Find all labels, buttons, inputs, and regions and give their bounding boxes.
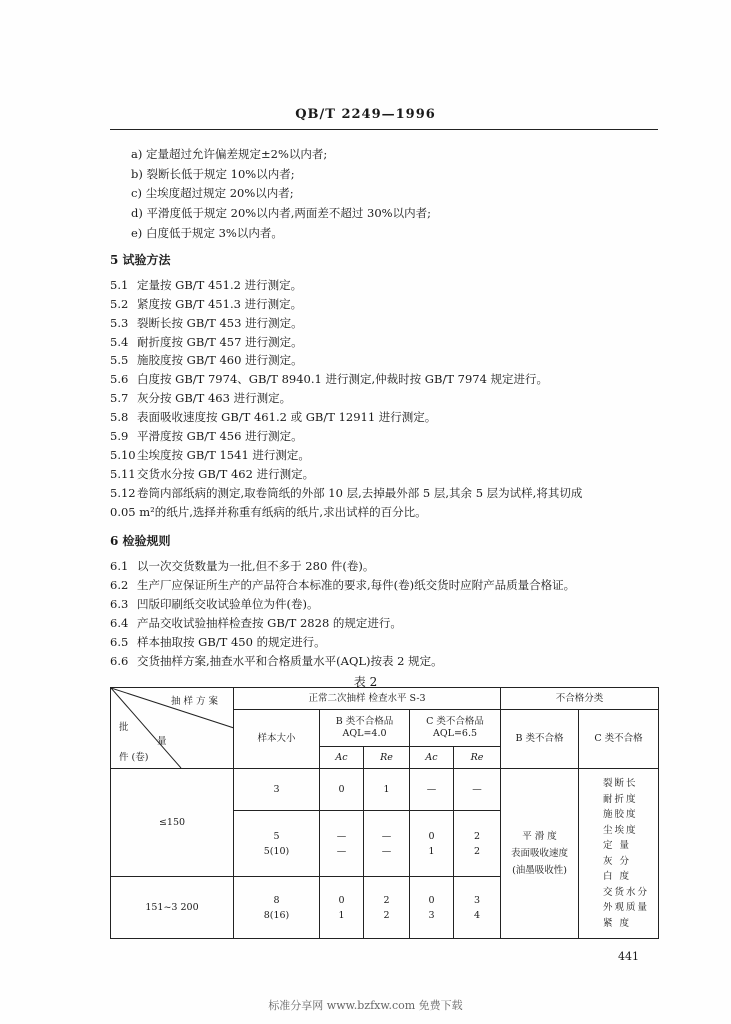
corner-unit-label: 件 (卷): [119, 752, 149, 763]
sample-size-value: 5: [273, 830, 280, 842]
c-class-label: C 类不合格品: [426, 716, 484, 727]
b-re-value: —: [381, 830, 392, 842]
clause-number: 5.11: [110, 467, 136, 481]
c-item: 施胶度: [603, 809, 638, 820]
c-re-cell: [454, 877, 501, 939]
b-fail-header: B 类不合格: [501, 710, 579, 769]
table-caption: 表 2: [353, 675, 378, 689]
clause-5-10: [110, 447, 310, 463]
clause-number: 5.8: [110, 410, 129, 424]
c-item: 紧 度: [603, 917, 632, 929]
b-ac-value: —: [336, 830, 347, 842]
criterion-c: c) 尘埃度超过规定 20%以内者;: [131, 186, 294, 200]
sampling-scheme-header: 正常二次抽样 检查水平 S-3: [234, 688, 501, 710]
sampling-table: [110, 687, 659, 939]
b-ac-value: 0: [338, 894, 345, 906]
c-fail-items: [579, 769, 659, 939]
criterion-a: a) 定量超过允许偏差规定±2%以内者;: [131, 147, 328, 161]
clause-text: 生产厂应保证所生产的产品符合本标准的要求,每件(卷)纸交货时应附产品质量合格证。: [137, 578, 576, 592]
clause-text: 尘埃度按 GB/T 1541 进行测定。: [137, 448, 310, 462]
clause-number: 6.4: [110, 616, 129, 630]
clause-number: 5.1: [110, 278, 129, 292]
clause-6-5: [110, 634, 326, 650]
clause-number: 5.2: [110, 297, 129, 311]
clause-number: 5.6: [110, 372, 129, 386]
b-item: 平 滑 度: [522, 831, 557, 842]
clause-5-7: [110, 390, 291, 406]
classification-header: 不合格分类: [501, 688, 659, 710]
clause-number: 5.5: [110, 353, 129, 367]
clause-6-1: [110, 558, 374, 574]
criterion-b: b) 裂断长低于规定 10%以内者;: [131, 167, 295, 181]
b-re-value: 2: [383, 894, 390, 906]
c-ac-value: 0: [428, 830, 435, 842]
c-ac-header: Ac: [410, 747, 454, 769]
c-item: 裂断长: [603, 778, 638, 789]
clause-6-4: [110, 615, 402, 631]
criterion-d: d) 平滑度低于规定 20%以内者,两面差不超过 30%以内者;: [131, 206, 431, 220]
standard-header: QB/T 2249—1996: [295, 107, 436, 122]
b-ac-header: Ac: [320, 747, 364, 769]
clause-text: 平滑度按 GB/T 456 进行测定。: [137, 429, 303, 443]
c-fail-header: C 类不合格: [579, 710, 659, 769]
b-ac-value: 1: [338, 909, 345, 921]
c-item: 耐折度: [603, 793, 638, 805]
clause-5-12-continued: 0.05 m²的纸片,选择并称重有纸病的纸片,求出试样的百分比。: [110, 505, 427, 519]
b-re-value: —: [381, 845, 392, 857]
b-re-value: 2: [383, 909, 390, 921]
clause-number: 6.6: [110, 654, 129, 668]
clause-number: 5.12: [110, 486, 136, 500]
clause-5-3: [110, 315, 303, 331]
c-re-header: Re: [454, 747, 501, 769]
clause-text: 产品交收试验抽样检查按 GB/T 2828 的规定进行。: [137, 616, 402, 630]
c-re-cell: —: [454, 769, 501, 811]
sample-size-value: 8(16): [263, 909, 290, 921]
clause-6-6: [110, 653, 443, 669]
c-re-cell: [454, 811, 501, 877]
clause-number: 5.9: [110, 429, 129, 443]
clause-number: 5.10: [110, 448, 136, 462]
clause-5-4: [110, 334, 303, 350]
batch-range-1: ≤150: [111, 769, 234, 877]
clause-text: 凹版印刷纸交收试验单位为件(卷)。: [137, 597, 319, 611]
clause-6-2: [110, 577, 575, 593]
sample-size-value: 8: [273, 894, 280, 906]
batch-range-2: 151~3 200: [111, 877, 234, 939]
site-footer[interactable]: 标准分享网 www.bzfxw.com 免费下载: [268, 999, 463, 1012]
c-re-value: 2: [473, 830, 481, 842]
b-class-label: B 类不合格品: [335, 716, 394, 727]
c-item: 定 量: [603, 840, 632, 851]
clause-5-6: [110, 371, 548, 387]
clause-text: 耐折度按 GB/T 457 进行测定。: [137, 335, 303, 349]
section-5-heading: 5 试验方法: [110, 253, 171, 267]
c-ac-value: 3: [428, 909, 435, 921]
clause-number: 6.5: [110, 635, 129, 649]
clause-text: 灰分按 GB/T 463 进行测定。: [137, 391, 292, 405]
b-re-header: Re: [364, 747, 410, 769]
sample-size-cell: 3: [234, 769, 320, 811]
b-class-aql: AQL=4.0: [342, 728, 387, 739]
c-ac-cell: —: [410, 769, 454, 811]
page-number: 441: [618, 950, 639, 963]
c-item: 外观质量: [603, 902, 650, 913]
clause-5-8: [110, 409, 436, 425]
corner-scheme-label: 抽 样 方 案: [171, 696, 219, 707]
clause-text: 交货抽样方案,抽查水平和合格质量水平(AQL)按表 2 规定。: [137, 654, 443, 668]
c-re-value: 2: [473, 845, 481, 857]
b-re-cell: [364, 877, 410, 939]
corner-batch-label: 批: [119, 722, 129, 733]
clause-text: 以一次交货数量为一批,但不多于 280 件(卷)。: [137, 559, 375, 573]
criterion-e: e) 白度低于规定 3%以内者。: [131, 226, 283, 240]
c-ac-value: 1: [428, 845, 435, 857]
sample-size-cell: [234, 877, 320, 939]
c-ac-value: 0: [428, 894, 435, 906]
clause-5-11: [110, 466, 314, 482]
clause-text: 紧度按 GB/T 451.3 进行测定。: [137, 297, 303, 311]
clause-text: 裂断长按 GB/T 453 进行测定。: [137, 316, 303, 330]
clause-number: 6.3: [110, 597, 129, 611]
clause-text: 卷筒内部纸病的测定,取卷筒纸的外部 10 层,去掉最外部 5 层,其余 5 层为试样,将其切成: [137, 486, 583, 500]
sample-size-cell: [234, 811, 320, 877]
clause-5-1: [110, 277, 302, 293]
b-ac-value: —: [336, 845, 347, 857]
b-re-cell: 1: [364, 769, 410, 811]
corner-size-label: 量: [157, 736, 167, 747]
clause-number: 6.1: [110, 559, 129, 573]
table-corner-header: [111, 688, 234, 769]
clause-text: 定量按 GB/T 451.2 进行测定。: [137, 278, 303, 292]
clause-text: 样本抽取按 GB/T 450 的规定进行。: [137, 635, 326, 649]
c-ac-cell: [410, 877, 454, 939]
clause-number: 5.7: [110, 391, 129, 405]
clause-text: 表面吸收速度按 GB/T 461.2 或 GB/T 12911 进行测定。: [137, 410, 437, 424]
header-divider: [110, 129, 658, 130]
clause-number: 5.3: [110, 316, 129, 330]
sample-size-value: 5(10): [263, 845, 290, 857]
b-class-header: [320, 710, 410, 747]
b-item: 表面吸收速度: [511, 848, 569, 859]
clause-6-3: [110, 596, 318, 612]
clause-5-2: [110, 296, 302, 312]
c-class-aql: AQL=6.5: [433, 728, 478, 739]
sample-size-header: 样本大小: [234, 710, 320, 769]
clause-number: 5.4: [110, 335, 129, 349]
c-re-value: 4: [473, 909, 481, 921]
clause-5-5: [110, 352, 303, 368]
c-class-header: [410, 710, 501, 747]
b-ac-cell: [320, 811, 364, 877]
c-item: 白 度: [603, 871, 632, 882]
b-item: (油墨吸收性): [512, 865, 567, 876]
c-ac-cell: [410, 811, 454, 877]
clause-5-9: [110, 428, 303, 444]
c-item: 灰 分: [603, 855, 632, 867]
b-re-cell: [364, 811, 410, 877]
clause-5-12: [110, 485, 582, 501]
clause-number: 6.2: [110, 578, 129, 592]
c-item: 交货水分: [603, 886, 650, 898]
section-6-heading: 6 检验规则: [110, 534, 171, 548]
clause-text: 交货水分按 GB/T 462 进行测定。: [137, 467, 315, 481]
b-fail-items: [501, 769, 579, 939]
clause-text: 施胶度按 GB/T 460 进行测定。: [137, 353, 303, 367]
b-ac-cell: [320, 877, 364, 939]
clause-text: 白度按 GB/T 7974、GB/T 8940.1 进行测定,仲裁时按 GB/T 7974 规定进行。: [137, 372, 549, 386]
c-item: 尘埃度: [603, 824, 638, 836]
b-ac-cell: 0: [320, 769, 364, 811]
c-re-value: 3: [473, 894, 481, 906]
